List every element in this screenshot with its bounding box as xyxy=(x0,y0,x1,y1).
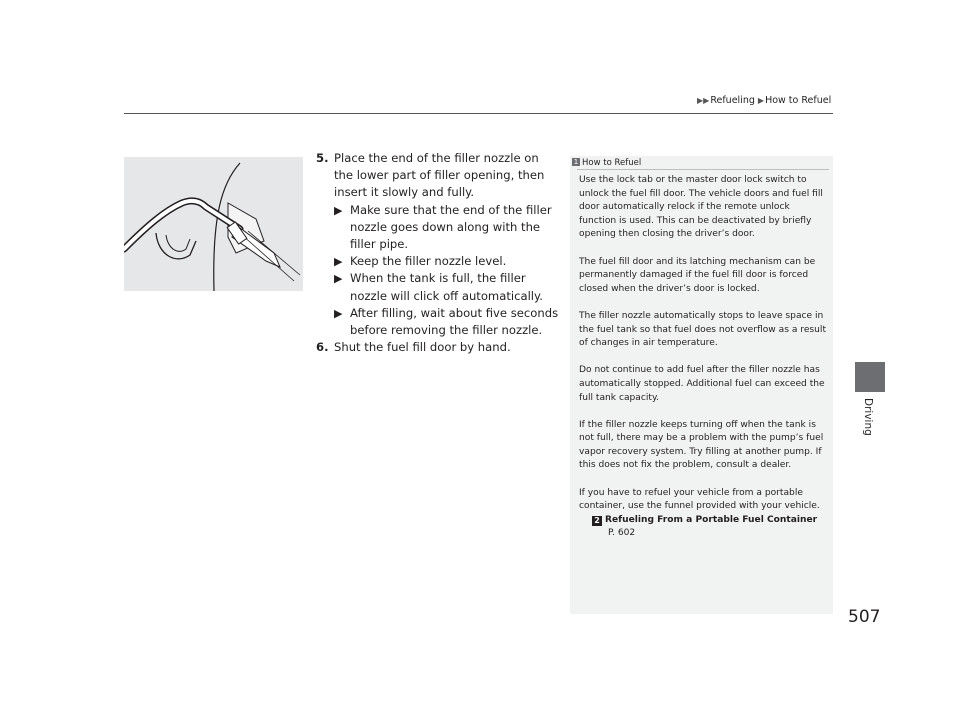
xref-label[interactable]: Refueling From a Portable Fuel Container xyxy=(605,514,818,525)
bullet-arrow-icon: ▶ xyxy=(334,306,343,320)
note-paragraph: The fuel fill door and its latching mechanism can be permanently damaged if the fuel fill door is forced closed when the driver’s door is locked. xyxy=(579,256,816,294)
note-paragraph: Do not continue to add fuel after the filler nozzle has automatically stopped. Additional fuel can exceed the full tank capacity. xyxy=(579,365,825,403)
reference-icon: 2 xyxy=(592,516,602,526)
arrow-icon: ▶ xyxy=(757,96,765,105)
step-number: 6. xyxy=(316,340,329,355)
substep-text: After filling, wait about five seconds before removing the filler nozzle. xyxy=(350,305,559,338)
section-tab[interactable] xyxy=(855,362,885,392)
header-rule xyxy=(124,113,833,114)
xref-page: P. 602 xyxy=(608,528,636,539)
substep-text: When the tank is full, the filler nozzle will click off automatically. xyxy=(350,271,543,303)
step-text: Shut the fuel fill door by hand. xyxy=(334,340,511,355)
step-6 xyxy=(316,339,560,356)
note-paragraph: The filler nozzle automatically stops to leave space in the fuel tank so that fuel does not overflow as a result of changes in air temperature. xyxy=(579,310,827,349)
nozzle-drawing-icon xyxy=(124,157,303,291)
step-substep xyxy=(334,305,560,339)
bullet-arrow-icon: ▶ xyxy=(334,203,343,217)
step-substep xyxy=(334,270,560,304)
step-substep xyxy=(334,253,560,270)
breadcrumb-how-to-refuel[interactable]: How to Refuel xyxy=(765,95,832,106)
step-number: 5. xyxy=(316,151,329,165)
bullet-arrow-icon: ▶ xyxy=(334,255,343,269)
note-title-text: How to Refuel xyxy=(582,158,642,168)
section-label: Driving xyxy=(862,398,874,436)
bullet-arrow-icon: ▶ xyxy=(334,272,343,286)
note-paragraph: If you have to refuel your vehicle from a portable container, use the funnel provided with your vehicle. xyxy=(579,487,820,512)
note-paragraph: If the filler nozzle keeps turning off when the tank is not full, there may be a problem with the pump’s fuel vapor recovery system. Try filling at another pump. If this does not fix the problem, consult a dealer. xyxy=(579,419,824,471)
substep-text: Keep the filler nozzle level. xyxy=(350,254,507,269)
step-list xyxy=(316,150,560,356)
double-arrow-icon: ▶▶ xyxy=(697,96,710,105)
note-title xyxy=(572,158,641,168)
step-5 xyxy=(316,150,560,339)
note-divider xyxy=(577,169,829,170)
note-body xyxy=(579,174,827,541)
page-number: 507 xyxy=(848,607,881,627)
note-paragraph: Use the lock tab or the master door lock switch to unlock the fuel fill door. The vehicle doors and fuel fill door automatically relock if the remote unlock function is used. This can be deactivated by briefly opening then closing the driver’s door. xyxy=(579,175,823,240)
breadcrumb xyxy=(697,95,831,106)
cross-reference-link[interactable] xyxy=(592,514,827,528)
fuel-nozzle-illustration xyxy=(124,157,303,291)
breadcrumb-refueling[interactable]: Refueling xyxy=(710,95,755,106)
note-icon: 1 xyxy=(573,158,579,166)
step-text: Place the end of the filler nozzle on the lower part of filler opening, then insert it slowly and fully. xyxy=(334,151,545,200)
substep-text: Make sure that the end of the filler nozzle goes down along with the filler pipe. xyxy=(350,202,552,252)
step-substep xyxy=(334,202,560,254)
